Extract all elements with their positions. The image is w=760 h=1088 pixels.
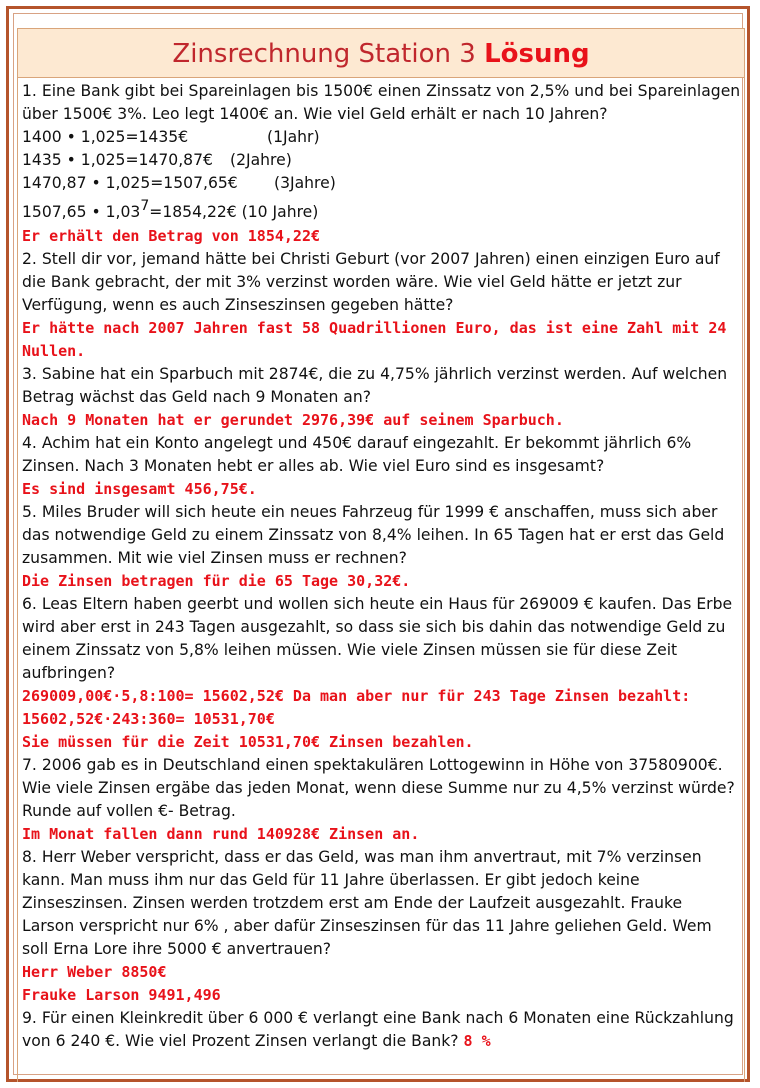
q1-calc-3	[22, 172, 740, 195]
q1-text-1: 1. Eine Bank gibt bei Spareinlagen bis 1500€ einen Zinssatz von 2,5% und bei Spareinlagen	[22, 82, 741, 100]
q6-text-1: 6. Leas Eltern haben geerbt und wollen sich heute ein Haus für 269009 € kaufen. Das Erbe	[22, 595, 733, 613]
q8-text-2: kann. Man muss ihm nur das Geld für 11 Jahre überlassen. Er gibt jedoch keine	[22, 871, 640, 889]
q5-text-2: das notwendige Geld zu einem Zinssatz von 8,4% leihen. In 65 Tagen hat er erst das Geld	[22, 526, 725, 544]
q2-text-1: 2. Stell dir vor, jemand hätte bei Christi Geburt (vor 2007 Jahren) einen einzigen Euro auf	[22, 250, 720, 268]
q6-answer-2: 15602,52€·243:360= 10531,70€	[22, 710, 275, 728]
page-title: Zinsrechnung Station 3	[172, 39, 476, 69]
q1-calc-4-exponent: 7	[140, 198, 150, 214]
q2-answer-1: Er hätte nach 2007 Jahren fast 58 Quadrillionen Euro, das ist eine Zahl mit 24	[22, 319, 727, 337]
q1-answer: Er erhält den Betrag von 1854,22€	[22, 227, 321, 245]
q6-text-4: aufbringen?	[22, 664, 116, 682]
q5-text-1: 5. Miles Bruder will sich heute ein neues Fahrzeug für 1999 € anschaffen, muss sich aber	[22, 503, 718, 521]
q6-answer-1: 269009,00€·5,8:100= 15602,52€ Da man aber nur für 243 Tage Zinsen bezahlt:	[22, 687, 691, 705]
q9-text-1: 9. Für einen Kleinkredit über 6 000 € verlangt eine Bank nach 6 Monaten eine Rückzahlung	[22, 1009, 734, 1027]
title-box	[17, 28, 745, 78]
q8-answer-1: Herr Weber 8850€	[22, 963, 167, 981]
q1-calc-1-note: (1Jahr)	[267, 128, 320, 146]
q1-calc-4-pre: 1507,65 • 1,03	[22, 203, 141, 221]
q6-text-2: wird aber erst in 243 Tagen ausgezahlt, so dass sie sich bis dahin das notwendige Geld zu	[22, 618, 726, 636]
q8-answer-2: Frauke Larson 9491,496	[22, 986, 221, 1004]
q2-text-2: die Bank gebracht, der mit 3% verzinst worden wäre. Wie viel Geld hätte er jetzt zur	[22, 273, 682, 291]
q1-calc-2	[22, 149, 740, 172]
q5-answer: Die Zinsen betragen für die 65 Tage 30,32€.	[22, 572, 411, 590]
q1-calc-1-expr: 1400 • 1,025=1435€	[22, 128, 189, 146]
q1-calc-4	[22, 198, 740, 225]
q7-answer: Im Monat fallen dann rund 140928€ Zinsen an.	[22, 825, 420, 843]
q6-answer-3: Sie müssen für die Zeit 10531,70€ Zinsen bezahlen.	[22, 733, 474, 751]
q1-calc-1	[22, 126, 740, 149]
q8-text-1: 8. Herr Weber verspricht, dass er das Geld, was man ihm anvertraut, mit 7% verzinsen	[22, 848, 702, 866]
q7-text-2: Wie viele Zinsen ergäbe das jeden Monat, wenn diese Summe nur zu 4,5% verzinst würde?	[22, 779, 735, 797]
q1-calc-3-expr: 1470,87 • 1,025=1507,65€	[22, 174, 238, 192]
q1-text-2: über 1500€ 3%. Leo legt 1400€ an. Wie viel Geld erhält er nach 10 Jahren?	[22, 105, 608, 123]
q1-calc-2-expr: 1435 • 1,025=1470,87€	[22, 151, 213, 169]
q9-last-text: von 6 240 €. Wie viel Prozent Zinsen verlangt die Bank?	[22, 1032, 459, 1050]
worksheet-content	[17, 78, 745, 1082]
title-solution: Lösung	[484, 39, 590, 69]
q2-answer-2: Nullen.	[22, 342, 86, 360]
q8-text-5: soll Erna Lore ihre 5000 € anvertrauen?	[22, 940, 331, 958]
q8-text-4: Larson verspricht nur 6% , aber dafür Zinseszinsen für das 11 Jahre geliehen Geld. Wem	[22, 917, 712, 935]
q3-answer: Nach 9 Monaten hat er gerundet 2976,39€ auf seinem Sparbuch.	[22, 411, 564, 429]
q1-calc-3-note: (3Jahre)	[274, 174, 336, 192]
q2-text-3: Verfügung, wenn es auch Zinseszinsen gegeben hätte?	[22, 296, 454, 314]
q4-text-1: 4. Achim hat ein Konto angelegt und 450€ darauf eingezahlt. Er bekommt jährlich 6%	[22, 434, 692, 452]
q8-text-3: Zinseszinsen. Zinsen werden trotzdem erst am Ende der Laufzeit ausgezahlt. Frauke	[22, 894, 683, 912]
q9-text-2	[22, 1030, 740, 1053]
q4-answer: Es sind insgesamt 456,75€.	[22, 480, 257, 498]
q7-text-1: 7. 2006 gab es in Deutschland einen spektakulären Lottogewinn in Höhe von 37580900€.	[22, 756, 723, 774]
q4-text-2: Zinsen. Nach 3 Monaten hebt er alles ab. Wie viel Euro sind es insgesamt?	[22, 457, 605, 475]
q9-answer: 8 %	[463, 1032, 491, 1050]
q1-calc-2-note: (2Jahre)	[230, 151, 292, 169]
q5-text-3: zusammen. Mit wie viel Zinsen muss er rechnen?	[22, 549, 407, 567]
q6-text-3: einem Zinssatz von 5,8% leihen müssen. Wie viele Zinsen müssen sie für diese Zeit	[22, 641, 678, 659]
q7-text-3: Runde auf vollen €- Betrag.	[22, 802, 236, 820]
q3-text-2: Betrag wächst das Geld nach 9 Monaten an?	[22, 388, 372, 406]
q3-text-1: 3. Sabine hat ein Sparbuch mit 2874€, die zu 4,75% jährlich verzinst werden. Auf welchen	[22, 365, 728, 383]
q1-calc-4-post: =1854,22€ (10 Jahre)	[149, 203, 319, 221]
